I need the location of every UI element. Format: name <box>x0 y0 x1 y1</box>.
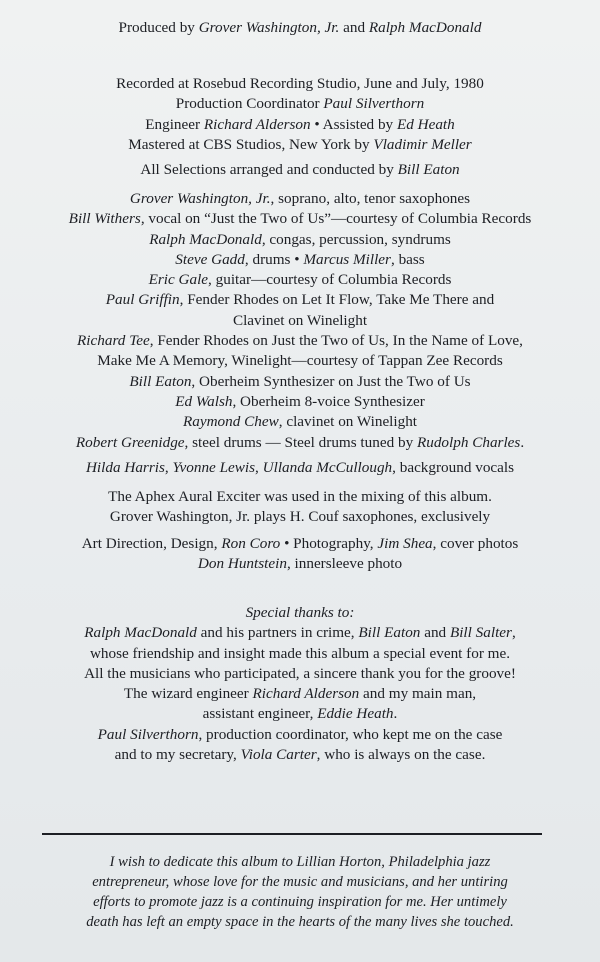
background-vocals-credit <box>0 458 600 478</box>
coordinator-name: Paul Silverthorn <box>323 95 425 113</box>
mastered-label: Mastered at CBS Studios, New York by <box>128 135 374 153</box>
musician-line <box>0 458 600 478</box>
aphex-note: The Aphex Aural Exciter was used in the mixing of this album. <box>108 488 492 505</box>
thanks-line <box>0 745 600 765</box>
art-line <box>0 554 600 574</box>
thanks-name: Paul Silverthorn <box>97 725 199 743</box>
musician-name: Steve Gadd <box>175 250 245 268</box>
separator: , <box>255 459 263 476</box>
musician-role: , steel drums — Steel drums tuned by <box>184 433 417 451</box>
musician-line-continued: Clavinet on Winelight <box>232 311 368 329</box>
arranged-label: All Selections arranged and conducted by <box>140 161 398 178</box>
producer-name-2: Ralph MacDonald <box>368 19 482 36</box>
thanks-text: , production coordinator, who kept me on the case <box>198 725 503 743</box>
thanks-line: All the musicians who participated, a sincere thank you for the groove! <box>84 664 516 682</box>
recording-credits <box>0 74 600 155</box>
thanks-text: and <box>420 624 450 642</box>
thanks-name: Eddie Heath <box>317 705 394 723</box>
recorded-line: Recorded at Rosebud Recording Studio, June and July, 1980 <box>116 75 484 92</box>
musician-name: Hilda Harris <box>85 459 165 476</box>
thanks-line <box>0 725 600 745</box>
musician-line <box>0 230 600 250</box>
musician-name: Yvonne Lewis <box>172 459 256 476</box>
musician-role: . <box>520 433 525 451</box>
musician-role: , bass <box>390 250 425 268</box>
musician-line <box>0 392 600 412</box>
musician-line <box>0 209 600 229</box>
musician-line <box>0 412 600 432</box>
musician-name: Eric Gale <box>148 271 209 289</box>
musician-line <box>0 331 600 351</box>
coordinator-label: Production Coordinator <box>175 95 324 113</box>
musician-line <box>0 372 600 392</box>
thanks-text: assistant engineer, <box>202 705 318 723</box>
thanks-name: Bill Salter <box>449 624 512 642</box>
musician-name: Raymond Chew <box>182 413 279 431</box>
thanks-line <box>0 623 600 643</box>
couf-note: Grover Washington, Jr. plays H. Couf saxophones, exclusively <box>109 508 491 526</box>
musician-role: , Oberheim 8-voice Synthesizer <box>232 392 425 410</box>
musician-role: , congas, percussion, syndrums <box>261 230 451 248</box>
musician-name: Ullanda McCullough <box>262 459 393 476</box>
art-line <box>0 534 600 554</box>
musician-role: , vocal on “Just the Two of Us”—courtesy of Columbia Records <box>140 210 532 228</box>
musician-name: Paul Griffin <box>105 291 180 309</box>
cover-photos-label: , cover photos <box>432 535 519 552</box>
arranged-line <box>0 160 600 180</box>
musician-role: , Fender Rhodes on Let It Flow, Take Me There and <box>179 291 495 309</box>
dedication-line: death has left an empty space in the hearts of the many lives she touched. <box>86 914 514 930</box>
musician-role: , soprano, alto, tenor saxophones <box>270 190 471 207</box>
musician-name: Richard Tee <box>77 332 150 350</box>
musician-name: Ed Walsh <box>175 392 233 410</box>
engineer-label: Engineer <box>145 115 204 133</box>
separator: , <box>164 459 173 476</box>
thanks-text: , who is always on the case. <box>316 746 486 764</box>
musician-line <box>0 250 600 270</box>
musician-line <box>0 433 600 453</box>
thanks-name: Bill Eaton <box>358 624 421 642</box>
musician-name: Bill Withers <box>68 210 141 228</box>
thanks-text: The wizard engineer <box>123 685 253 703</box>
equipment-notes <box>0 487 600 528</box>
thanks-text: and to my secretary, <box>114 746 241 764</box>
thanks-text: and my main man, <box>359 685 477 703</box>
musician-name: Bill Eaton <box>129 372 192 390</box>
musician-role: , Fender Rhodes on Just the Two of Us, In the Name of Love, <box>149 332 523 350</box>
musician-name: Marcus Miller <box>303 250 391 268</box>
musician-role: , clavinet on Winelight <box>278 413 418 431</box>
coordinator-line <box>0 94 600 114</box>
musician-role: , guitar—courtesy of Columbia Records <box>208 271 452 289</box>
musician-role: , drums • <box>244 250 304 268</box>
thanks-text: , <box>511 624 516 642</box>
musician-line <box>0 290 600 310</box>
thanks-name: Ralph MacDonald <box>84 624 197 642</box>
musician-name: Grover Washington, Jr. <box>129 190 271 207</box>
musician-name: Rudolph Charles <box>416 433 521 451</box>
divider-rule <box>42 833 542 835</box>
assistant-name: Ed Heath <box>396 115 455 133</box>
special-thanks <box>0 603 600 765</box>
thanks-line: whose friendship and insight made this album a special event for me. <box>89 644 511 662</box>
assistant-label: • Assisted by <box>310 115 397 133</box>
thanks-line <box>0 704 600 724</box>
producer-and: and <box>339 19 369 36</box>
thanks-line <box>0 684 600 704</box>
dedication-line: I wish to dedicate this album to Lillian Horton, Philadelphia jazz <box>109 854 491 870</box>
special-thanks-heading: Special thanks to: <box>245 604 355 621</box>
arranger-credit <box>0 160 600 180</box>
musician-name: Robert Greenidge <box>75 433 185 451</box>
art-credits <box>0 534 600 575</box>
producer-name-1: Grover Washington, Jr. <box>198 19 340 36</box>
producer-prefix: Produced by <box>118 19 199 36</box>
arranger-name: Bill Eaton <box>397 161 460 178</box>
dedication-line: entrepreneur, whose love for the music and musicians, and her untiring <box>92 874 508 890</box>
photographer-name: Jim Shea <box>377 535 433 552</box>
engineer-line <box>0 115 600 135</box>
musician-line-continued: Make Me A Memory, Winelight—courtesy of Tappan Zee Records <box>97 352 503 370</box>
producer-line <box>0 18 600 38</box>
musician-role: , Oberheim Synthesizer on Just the Two of Us <box>191 372 471 390</box>
photographer-name: Don Huntstein <box>197 555 287 573</box>
musician-line <box>0 189 600 209</box>
dedication-line: efforts to promote jazz is a continuing inspiration for me. Her untimely <box>93 894 507 910</box>
thanks-text: . <box>393 705 398 723</box>
photography-label: • Photography, <box>280 535 378 552</box>
thanks-name: Viola Carter <box>240 746 317 764</box>
engineer-name: Richard Alderson <box>203 115 311 133</box>
producer-credit <box>0 18 600 38</box>
musician-line <box>0 270 600 290</box>
mastering-engineer-name: Vladimir Meller <box>373 135 472 153</box>
innersleeve-label: , innersleeve photo <box>286 555 403 573</box>
thanks-text: and his partners in crime, <box>196 624 359 642</box>
musician-role: , background vocals <box>392 459 515 476</box>
art-label: Art Direction, Design, <box>81 535 222 552</box>
art-director-name: Ron Coro <box>221 535 281 552</box>
thanks-name: Richard Alderson <box>252 685 360 703</box>
dedication <box>40 852 560 932</box>
musician-name: Ralph MacDonald <box>149 230 262 248</box>
mastered-line <box>0 135 600 155</box>
musician-credits <box>0 189 600 453</box>
